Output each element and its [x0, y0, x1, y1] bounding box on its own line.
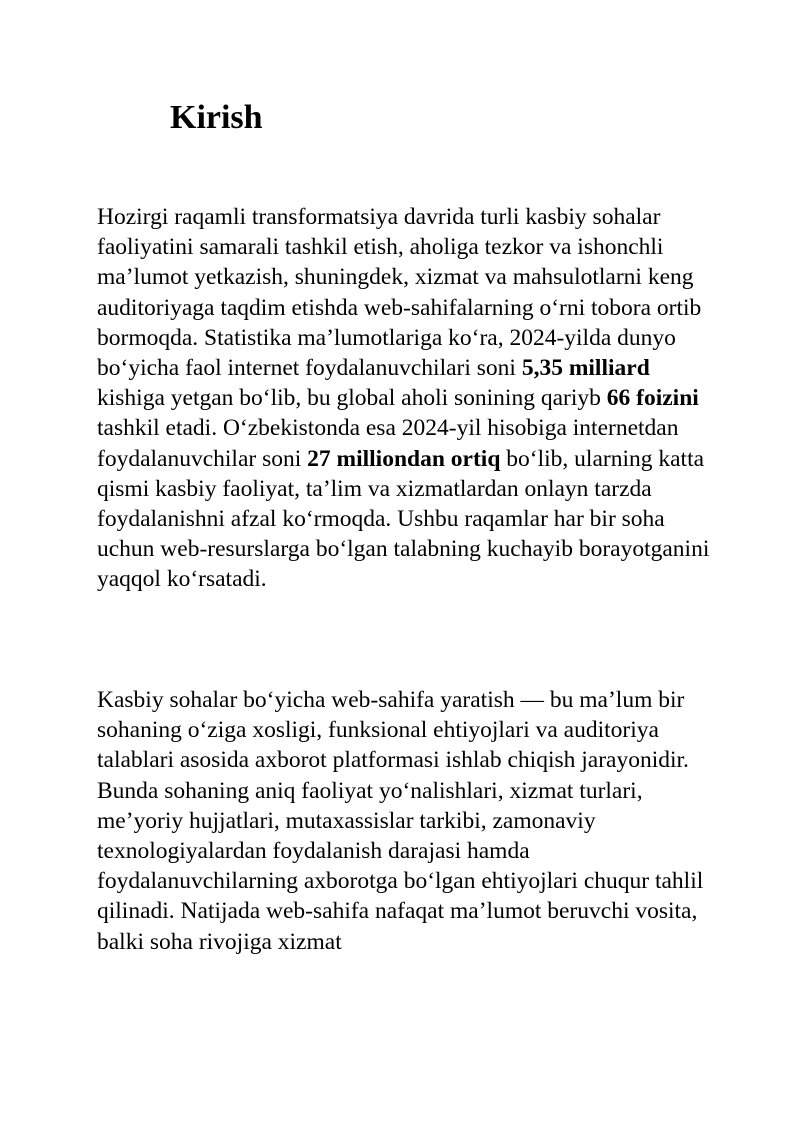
intro-paragraph	[97, 202, 715, 595]
global-population-share-figure: 66 foizini	[606, 385, 699, 412]
paragraph-text: Hozirgi raqamli transformatsiya davrida turli kasbiy sohalar faoliyatini samarali tashkil etish, aholiga tezkor va ishonchli ma’lumot yetkazish, shuningdek, xizmat va mahsulotlarni keng auditoriyaga taqdim etishda web-sahifalarning oʻrni tobora ortib bormoqda. Statistika ma’lumotlariga koʻra, 2024-yilda dunyo boʻyicha faol internet foydalanuvchilari soni	[97, 204, 702, 382]
uzbekistan-users-figure: 27 milliondan ortiq	[307, 445, 501, 472]
paragraph-text: boʻlib, ularning katta qismi kasbiy faoliyat, ta’lim va xizmatlardan onlayn tarzda foydalanishni afzal koʻrmoqda. Ushbu raqamlar har bir soha uchun web-resurslarga boʻlgan talabning kuchayib borayotganini yaqqol koʻrsatadi.	[97, 445, 710, 593]
second-paragraph: Kasbiy sohalar boʻyicha web-sahifa yaratish — bu ma’lum bir sohaning oʻziga xosligi, funksional ehtiyojlari va auditoriya talablari asosida axborot platformasi ishlab chiqish jarayonidir. Bunda sohaning aniq faoliyat yoʻnalishlari, xizmat turlari, me’yoriy hujjatlari, mutaxassislar tarkibi, zamonaviy texnologiyalardan foydalanish darajasi hamda foydalanuvchilarning axborotga boʻlgan ehtiyojlari chuqur tahlil qilinadi. Natijada web-sahifa nafaqat ma’lumot beruvchi vosita, balki soha rivojiga xizmat	[97, 687, 704, 955]
internet-users-world-figure: 5,35 milliard	[521, 355, 650, 382]
paragraph-text: tashkil etadi. Oʻzbekistonda esa 2024-yil hisobiga internetdan foydalanuvchilar soni	[97, 415, 679, 472]
paragraph-text: kishiga yetgan boʻlib, bu global aholi sonining qariyb	[97, 385, 607, 412]
section-heading: Kirish	[170, 99, 263, 136]
